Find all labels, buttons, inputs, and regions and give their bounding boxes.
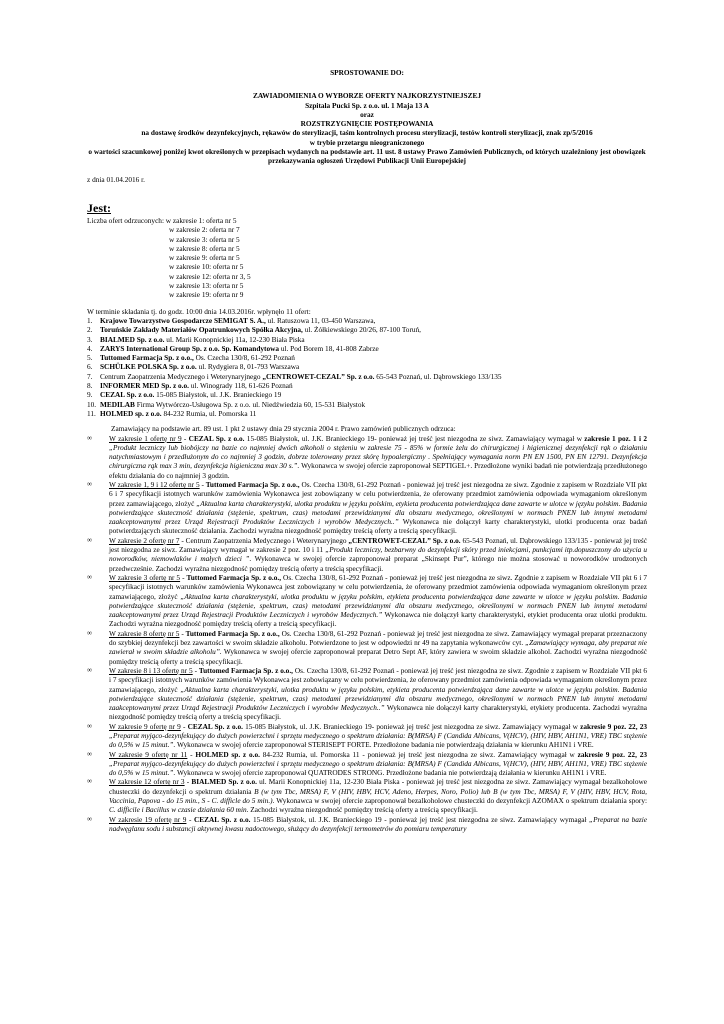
rejection-segment: CEZAL Sp. z o.o.	[193, 814, 251, 824]
rejection-scope: W zakresie 3 ofertę nr 5	[109, 572, 181, 582]
offer-name: HOLMED sp. z o.o.	[100, 408, 162, 418]
offer-number: 9.	[87, 390, 93, 400]
rejection-segment: -	[192, 665, 199, 675]
bullet-icon: ∞	[87, 814, 92, 823]
offer-address: Os. Czecha 130/8, 61-292 Poznań	[193, 353, 295, 363]
rejection-text	[109, 666, 647, 722]
submission-term: W terminie składania tj. do godz. 10:00 dnia 14.03.2016r. wpłynęło 11 ofert:	[87, 306, 311, 316]
rejection-segment: „CENTROWET-CEZAL” Sp. z o.o.	[348, 535, 461, 545]
rejection-segment: 15-085 Białystok, ul. J.K. Branieckiego 19- ponieważ jej treść jest niezgodna ze siwz. Zamawiający wymagał w	[242, 721, 581, 731]
rejection-text	[109, 536, 647, 573]
rejection-segment: „Produkt leczniczy, bezbarwny do dezynfekcji skóry przed iniekcjami, punkcjami itp.dopuszczony do użycia u noworodków, niemowlaków i małych dzieci ”.	[109, 545, 648, 564]
rejected-item: w zakresie 2: oferta nr 7	[169, 225, 240, 235]
offer-number: 6.	[87, 362, 93, 372]
rejected-item: w zakresie 19: oferta nr 9	[169, 290, 244, 300]
rejection-segment: zakresie 1 poz. 1 i 2	[584, 433, 647, 443]
offer-item	[87, 335, 647, 344]
offer-text	[100, 316, 375, 325]
rejection-text	[109, 750, 647, 778]
rejection-segment: Wykonawca nie dołączył karty charakterystyki, etykiet producenta oraz ulotki produktu. Zachodzi wyraźna niezgodność pomiędzy treścią oferty a treścią specyfikacji.	[109, 610, 648, 629]
document-date: z dnia 01.04.2016 r.	[87, 174, 145, 184]
rejection-segment: -	[180, 721, 188, 731]
rejection-segment: Tuttomed Farmacja Sp. z o.o.,	[185, 628, 280, 638]
offer-address: ul. Pod Borem 18, 41-808 Zabrze	[279, 343, 379, 353]
offer-address: ul. Żółkiewskiego 20/26, 87-100 Toruń,	[302, 325, 421, 335]
rejection-segment: Zachodzi wyraźna niezgodność pomiędzy treścią oferty a treścią specyfikacji.	[248, 805, 478, 815]
rejection-segment: Os. Czecha 130/8, 61-292 Poznań - ponieważ jej treść jest niezgodna ze siwz. Zgodnie z zapisem w Rozdziale VII pkt 6 i 7 specyfikacji istotnych warunków zamówienia Wykonawca jest zobowiązany w celu potwierdzenia, że oferowany przedmiot zamówienia odpowiada wymaganiom określonym przez zamawiającego, złożyć	[109, 572, 647, 601]
offer-number: 2.	[87, 325, 93, 335]
rejection-segment: 15-085 Białystok, ul. J.K. Branieckiego 19 - ponieważ jej treść jest niezgodna ze siwz. Zamawiający wymagał	[250, 814, 590, 824]
rejection-text	[109, 815, 647, 834]
rejection-segment: „Preparat myjąco-dezynfekujący do dużych powierzchni i sprzętu medycznego o spektrum działania: B(MRSA) F (Candida Albicans, V(HCV), (HIV, HBV, AH1N1, VRE) TBC stężenie do 0,5% w 15 minut.”.	[109, 758, 647, 778]
rejection-item	[87, 629, 647, 666]
document-page	[87, 0, 647, 833]
rejection-text	[109, 777, 647, 814]
offer-address: ul. Marii Konopnickiej 11a, 12-230 Biała Piska	[164, 334, 305, 344]
rejection-item	[87, 434, 647, 480]
offer-name: CEZAL Sp. z o.o.	[100, 390, 155, 400]
offer-number: 7.	[87, 371, 93, 381]
offer-item	[87, 409, 647, 418]
offer-address: ul. Winogrady 118, 61-626 Poznań	[188, 381, 293, 391]
rejection-segment: - Centrum Zaopatrzenia Medycznego i Weterynaryjnego	[179, 535, 349, 545]
header-line: na dostawę środków dezynfekcyjnych, rękawów do sterylizacji, taśm kontrolnych procesu sterylizacji, testów kontroli sterylizacji, znak zp/5/2016	[141, 128, 593, 138]
rejected-count-line: Liczba ofert odrzuconych: w zakresie 1: oferta nr 5	[87, 215, 237, 225]
rejected-item: w zakresie 3: oferta nr 5	[169, 234, 240, 244]
rejection-item	[87, 536, 647, 573]
rejection-segment: CEZAL Sp. z o.o.	[187, 721, 243, 731]
rejection-segment: 15-085 Białystok, ul. J.K. Branieckiego 19- ponieważ jej treść jest niezgodna ze siwz. Zamawiający wymagał w	[244, 433, 585, 443]
offer-number: 5.	[87, 353, 93, 363]
rejection-segment: ul. Marii Konopnickiej 11a, 12-230 Biała Piska - ponieważ jej treść jest niezgodna ze siwz. Zamawiający wymagał bezalkoholowe chusteczki do dezynfekcji o spektrum działania	[109, 777, 647, 796]
rejection-scope: W zakresie 8 i 13 ofertę nr 5	[109, 665, 193, 675]
header-line: w trybie przetargu nieograniczonego	[309, 137, 425, 147]
rejected-item: w zakresie 10: oferta nr 5	[169, 262, 244, 272]
offer-text	[100, 409, 256, 418]
bullet-icon: ∞	[87, 572, 92, 581]
rejection-scope: W zakresie 1 ofertę nr 9	[109, 433, 182, 443]
rejection-segment: Os. Czecha 130/8, 61-292 Poznań - ponieważ jej treść jest niezgodna ze siwz. Zgodnie z zapisem w Rozdziale VII pkt 6 i 7 specyfikacji istotnych warunków zamówienia Wykonawca jest zobowiązany w celu potwierdzenia, że oferowany przedmiot zamówienia odpowiada wymaganiom określonym przez zamawiającego, złożyć	[109, 479, 647, 508]
rejection-segment: „Zamawiający wymaga, aby preparat nie zawierał w swoim składzie alkoholu”.	[109, 638, 647, 657]
header-line: o wartości szacunkowej poniżej kwot określonych w przepisach wydanych na podstawie art. 11 ust. 8 ustawy Prawo Zamówień Publicznych, od których uzależniony jest obowiązek przekazywania ogłoszeń Urzędowi Publikacji Unii Europejskiej	[88, 147, 646, 166]
offer-name: SCHÜLKE POLSKA Sp. z o.o.	[100, 362, 197, 372]
rejected-list	[87, 225, 647, 299]
offer-address: ul. Rydygiera 8, 01-793 Warszawa	[196, 362, 300, 372]
rejection-segment: Wykonawca nie dołączył karty charakterystyki, ulotki producenta oraz badań potwierdzających skuteczność działania. Zachodzi wyraźna niezgodność pomiędzy treścią oferty a treścią specyfikacji.	[109, 517, 647, 536]
offer-name: INFORMER MED Sp. z o.o.	[100, 381, 189, 391]
rejection-segment: B (w tym Tbc, MRSA) F, V (HIV, HBV, HCV, Adeno, Herpes, Noro, Polio) lub B (w tym Tbc, MRSA) F, V (HIV, HBV, HCV, Rota, Vaccinia, Papova - do 15 min., S - C. difficle do 5 min.).	[109, 786, 647, 806]
header-line: oraz	[360, 109, 374, 119]
rejection-segment: Os. Czecha 130/8, 61-292 Poznań - ponieważ jej treść jest niezgodna ze siwz. Zgodnie z zapisem w Rozdziale VII pkt 6 i 7 specyfikacji istotnych warunków zamówienia Wykonawca jest zobowiązany w celu potwierdzenia, że oferowany przedmiot zamówienia odpowiada wymaganiom określonym przez zamawiającego, złożyć	[109, 665, 647, 694]
rejection-scope: W zakresie 9 ofertę nr 11	[109, 749, 188, 759]
offer-address: 15-085 Białystok, ul. J.K. Branieckiego 19	[154, 390, 282, 400]
header-line: Szpitala Pucki Sp. z o.o. ul. 1 Maja 13 A	[305, 100, 429, 110]
offer-address: ul. Ratuszowa 11, 03-450 Warszawa,	[265, 315, 376, 325]
rejected-item: w zakresie 8: oferta nr 5	[169, 243, 240, 253]
rejection-segment: 84-232 Rumia, ul. Pomorska 11 - ponieważ jej treść jest niezgodna ze siwz. Zamawiający wymagał w	[259, 749, 578, 759]
rejection-segment: „Produkt leczniczy lub biobójczy na bazie co najmniej dwóch alkoholi o stężeniu w zakresie 75 - 85% w formie żelu do chirurgicznej i higienicznej dezynfekcji rąk o działaniu natychmiastowym i przedłużonym do co najmniej 3 godzin, dobrze tolerowany przez skórę hypoalergiczny . Spełniający wymagania norm PN EN 1500, PN EN 12791. Dezynfekcja chirurgiczna rąk max 3 min, dezynfekcja higieniczna max 30 s.”.	[109, 442, 647, 471]
rejection-segment: Wykonawca w swojej ofercie zaproponował SEPTIGEL+. Przedłożone wyniki badań nie potwierdzają przedłużonego efektu działania do co najmniej 3 godzin.	[109, 461, 647, 480]
rejection-segment: BIALMED Sp. z o.o.	[191, 777, 257, 787]
rejection-segment: Wykonawca nie dołączył karty charakterystyki, etykiety producenta. Zachodzi wyraźna niezgodność pomiędzy treścią oferty a treścią specyfikacji.	[109, 703, 648, 722]
document-title: SPROSTOWANIE DO:	[330, 68, 404, 77]
offer-number: 4.	[87, 343, 93, 353]
rejected-item: w zakresie 12: oferta nr 3, 5	[169, 271, 251, 281]
offer-text	[100, 400, 365, 409]
rejection-segment: „Aktualna karta charakterystyki, ulotka produktu w języku polskim, etykieta producenta potwierdzająca dane zawarte w ulotce w języku polskim. Badania potwierdzające skuteczność działania (stężenie, spektrum, czas) metodami przewidzianymi dla obszaru medycznego, określonymi w normach PNEN lub innymi metodami zaakceptowanymi przez Urząd Rejestracji Produktów Leczniczych i wyrobów Medycznych..”	[109, 498, 647, 527]
offer-address: Firma Wytwórczo-Usługowa Sp. z o.o. ul. Niedźwiedzia 60, 15-531 Białystok	[134, 399, 366, 409]
offer-name: Tuttomed Farmacja Sp. z o.o.,	[100, 353, 194, 363]
rejection-segment: Wykonawca w swojej ofercie zaproponował preparat „Skinsept Pur”, którego nie można stosować u noworodków urodzonych przedwcześnie. Zachodzi wyraźna niezgodność pomiędzy treścią oferty a treścią specyfikacji.	[109, 554, 647, 573]
rejection-text	[109, 434, 647, 480]
rejection-segment: „Preparat myjąco-dezynfekujący do dużych powierzchni i sprzętu medycznego o spektrum działania: B(MRSA) F (Candida Albicans, V(HCV), (HIV, HBV, AH1N1, VRE) TBC stężenie do 0,5% w 15 minut.”.	[109, 731, 647, 750]
offer-text	[100, 325, 421, 334]
rejection-scope: W zakresie 9 ofertę nr 9	[109, 721, 181, 731]
rejection-segment: -	[181, 433, 189, 443]
offer-item	[87, 353, 647, 362]
rejected-item: w zakresie 9: oferta nr 5	[169, 253, 240, 263]
bullet-icon: ∞	[87, 749, 92, 758]
rejection-item	[87, 815, 647, 834]
bullet-icon: ∞	[87, 665, 92, 674]
rejection-segment: HOLMED sp. z o.o.	[195, 749, 260, 759]
offer-text	[100, 335, 305, 344]
offer-item	[87, 316, 647, 325]
offer-item	[87, 372, 647, 381]
rejection-scope: W zakresie 2 ofertę nr 7	[109, 535, 180, 545]
rejection-item	[87, 573, 647, 629]
offer-name: Krajowe Towarzystwo Gospodarcze SEMIGAT S. A.,	[100, 315, 266, 325]
offer-item	[87, 390, 647, 399]
rejection-segment: CEZAL Sp. z o.o.	[188, 433, 245, 443]
offer-name: „CENTROWET-CEZAL” Sp. z o.o.	[262, 371, 375, 381]
offer-number: 8.	[87, 381, 93, 391]
rejection-segment: Tuttomed Farmacja Sp. z o.o.,	[186, 572, 282, 582]
header-block	[87, 91, 647, 165]
bullet-icon: ∞	[87, 721, 92, 730]
rejection-segment: Tuttomed Farmacja Sp. z o.o.,	[198, 665, 293, 675]
rejection-segment: -	[187, 749, 196, 759]
offer-name: ZARYS International Group Sp. z o.o. Sp. Komandytowa	[100, 343, 280, 353]
rejection-segment: zakresie 9 poz. 22, 23	[580, 721, 647, 731]
rejection-text	[109, 480, 647, 536]
rejection-item	[87, 666, 647, 722]
rejection-scope: W zakresie 8 ofertę nr 5	[109, 628, 180, 638]
offer-text	[100, 381, 293, 390]
bullet-icon: ∞	[87, 433, 92, 442]
jest-heading: Jest:	[87, 200, 111, 215]
rejection-intro: Zamawiający na podstawie art. 89 ust. 1 pkt 2 ustawy dnia 29 stycznia 2004 r. Prawo zamówień publicznych odrzuca:	[111, 424, 456, 434]
rejection-scope: W zakresie 1, 9 i 12 ofertę nr 5	[109, 479, 200, 489]
offer-address: 65-543 Poznań, ul. Dąbrowskiego 133/135	[374, 371, 502, 381]
offer-number: 11.	[87, 408, 96, 418]
offer-item	[87, 400, 647, 409]
bullet-icon: ∞	[87, 479, 92, 488]
offer-text	[100, 372, 502, 381]
rejection-segment: Os. Czecha 130/8, 61-292 Poznań - ponieważ jej treść jest niezgodna ze siwz. Zamawiający wymagał preparat przeznaczony do szybkiej dezynfekcji bez zawartości w swoim składzie alkoholu. Potwierdzone to jest w odpowiedzi nr 49 na zapytania wykonawców cyt.	[109, 628, 647, 648]
rejection-text	[109, 722, 647, 750]
rejection-segment: -	[186, 814, 194, 824]
rejection-segment: „Aktualna karta charakterystyki, ulotka produktu w języku polskim, etykieta producenta potwierdzająca dane zawarte w ulotce w języku polskim. Badania potwierdzające skuteczność działania (stężenie, spektrum, czas) metodami przewidzianymi dla obszaru medycznego, określonymi w normach PNEN lub innymi metodami zaakceptowanymi przez Urząd Rejestracji Produktów Leczniczych i wyrobów Medycznych..”	[109, 684, 647, 713]
rejection-segment: Wykonawca w swojej ofercie zaproponował QUATRODES STRONG. Przedłożone badania nie potwierdzają działania w kierunku AH1N1 i VRE.	[175, 768, 607, 778]
offer-number: 10.	[87, 399, 97, 409]
rejection-scope: W zakresie 12 ofertę nr 3	[109, 777, 185, 787]
offer-address: 84-232 Rumia, ul. Pomorska 11	[161, 408, 257, 418]
offer-number: 3.	[87, 334, 93, 344]
rejection-item	[87, 750, 647, 778]
rejection-scope: W zakresie 19 ofertę nr 9	[109, 814, 187, 824]
offer-text	[100, 362, 299, 371]
rejection-text	[109, 629, 647, 666]
offer-name: Toruńskie Zakłady Materiałów Opatrunkowych Spółka Akcyjna,	[100, 325, 303, 335]
offer-number: 1.	[87, 315, 93, 325]
offer-name: BIALMED Sp. z o.o.	[100, 334, 165, 344]
header-line: ZAWIADOMIENIA O WYBORZE OFERTY NAJKORZYSTNIEJSZEJ	[252, 91, 482, 101]
rejection-text	[109, 573, 647, 629]
rejection-reasons-list	[87, 434, 647, 834]
rejection-segment: -	[180, 572, 187, 582]
offer-name: MEDILAB	[100, 399, 135, 409]
rejection-segment: „Preparat na bazie nadwęglanu sodu i substancji aktywnej kwasu nadoctowego, służący do dezynfekcji termometrów do pomiaru temperatury	[109, 814, 647, 833]
rejection-item	[87, 777, 647, 814]
rejected-item: w zakresie 13: oferta nr 5	[169, 281, 244, 291]
offer-item	[87, 344, 647, 353]
rejection-segment: -	[179, 628, 186, 638]
offer-text	[100, 344, 379, 353]
bullet-icon: ∞	[87, 628, 92, 637]
offer-text	[100, 390, 281, 399]
rejection-segment: -	[199, 479, 206, 489]
offer-name-prefix: Centrum Zaopatrzenia Medycznego i Weterynaryjnego	[100, 371, 263, 381]
rejection-segment: Wykonawca w swojej ofercie zaproponował bezalkoholowe chusteczki do dezynfekcji AZOMAX o spektrum działania spory:	[274, 796, 648, 806]
rejection-segment: Tuttomed Farmacja Sp. z o.o.,	[205, 479, 300, 489]
rejection-segment: zakresie 9 poz. 22, 23	[577, 749, 647, 759]
rejection-segment: Wykonawca w swojej ofercie zaproponował STERISEPT FORTE. Przedłożone badania nie potwierdzają działania w kierunku AH1N1 i VRE.	[175, 740, 594, 750]
rejection-segment: C. difficile i Bacillus w czasie działania 60 min.	[109, 805, 249, 815]
offer-item	[87, 325, 647, 334]
rejection-item	[87, 480, 647, 536]
rejection-item	[87, 722, 647, 750]
offer-text	[100, 353, 295, 362]
offers-list	[87, 316, 647, 418]
bullet-icon: ∞	[87, 777, 92, 786]
header-line: ROZSTRZYGNIĘCIE POSTĘPOWANIA	[300, 119, 434, 129]
offer-item	[87, 362, 647, 371]
bullet-icon: ∞	[87, 535, 92, 544]
rejection-segment: -	[184, 777, 192, 787]
rejection-segment: 65-543 Poznań, ul. Dąbrowskiego 133/135 - ponieważ jej treść jest niezgodna ze siwz. Zamawiający wymagał w zakresie 2 poz. 10 i 11	[109, 535, 648, 555]
rejection-segment: „Aktualna karta charakterystyki, ulotka produktu w języku polskim, etykieta producenta potwierdzająca dane zawarte w ulotce w języku polskim. Badania potwierdzające skuteczność działania (stężenie, spektrum, czas) metodami przewidzianymi dla obszaru medycznego, określonymi w normach PNEN lub innymi metodami zaakceptowanymi przez Urząd Rejestracji Produktów Leczniczych i wyrobów Medycznych.”	[109, 591, 647, 620]
offer-item	[87, 381, 647, 390]
rejection-segment: Wykonawca w swojej ofercie zaproponował preparat Detro Sept AF, który zawiera w swoim składzie alkohol. Zachodzi wyraźna niezgodność pomiędzy treścią oferty a treścią specyfikacji.	[109, 647, 647, 666]
